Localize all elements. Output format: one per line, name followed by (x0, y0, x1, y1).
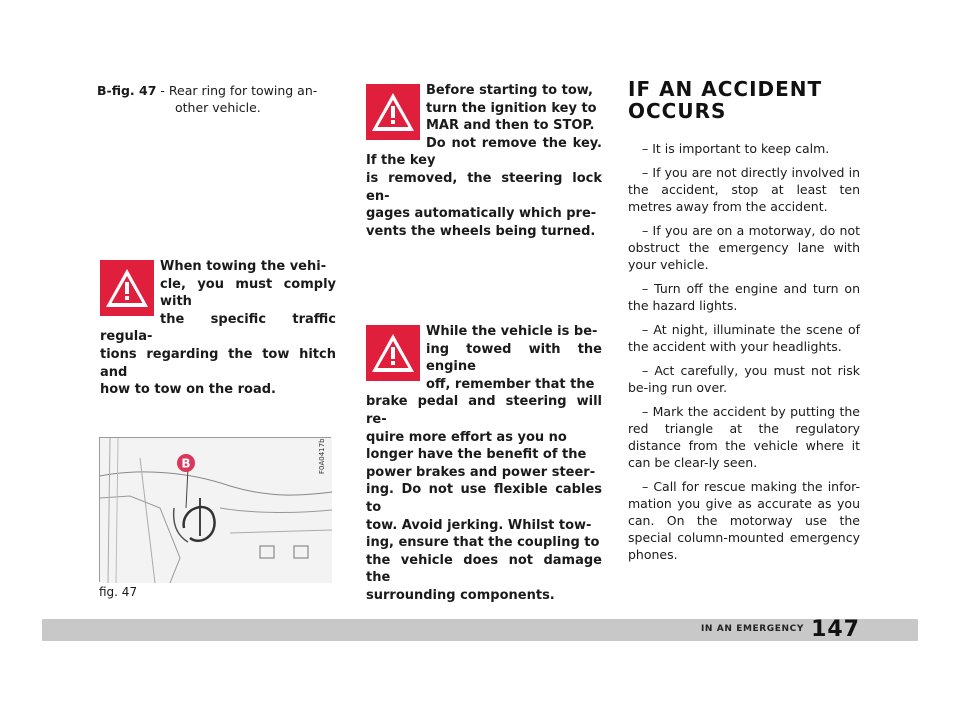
warning-line: quire more effort as you no (366, 429, 567, 445)
figure-caption (97, 82, 337, 116)
body-paragraph: – Call for rescue making the infor-mation you give as accurate as you can. On the motorway use the special column-mounted emergency phones. (628, 479, 860, 562)
warning-line: ing towed with the engine (426, 341, 602, 375)
warning-line: tow. Avoid jerking. Whilst tow- (366, 517, 592, 533)
section-body (628, 140, 860, 570)
caption-text-line1: - Rear ring for towing an- (156, 83, 318, 98)
figure-47-illustration (99, 437, 331, 582)
caption-text-line2: other vehicle. (175, 100, 261, 115)
figure-code (318, 426, 330, 476)
warning-line: Do not remove the key. If the key (366, 135, 602, 169)
body-paragraph: – Mark the accident by putting the red triangle at the regulatory distance from the vehicle where it can be clear-ly seen. (628, 404, 860, 470)
warning-line: surrounding components. (366, 587, 555, 603)
towing-ring-drawing (100, 438, 332, 583)
page-footer (42, 619, 918, 641)
warning-triangle-icon (100, 260, 154, 316)
warning-line: tions regarding the tow hitch and (100, 346, 336, 380)
body-paragraph: – It is important to keep calm. (642, 141, 830, 156)
warning-line: ing. Do not use flexible cables to (366, 482, 602, 515)
warning-line: the vehicle does not damage the (366, 552, 602, 586)
warning-line: vents the wheels being turned. (366, 223, 596, 239)
warning-line: MAR and then to STOP. (426, 118, 595, 134)
figure-callout-b: B (181, 456, 191, 471)
figure-code-text: F0A0417b (318, 438, 326, 474)
body-paragraph: – Turn off the engine and turn on the hazard lights. (628, 281, 860, 313)
warning-line: turn the ignition key to (426, 100, 597, 116)
warning-line: ing, ensure that the coupling to (366, 535, 600, 551)
warning-line: off, remember that the (426, 376, 595, 392)
footer-section-name: IN AN EMERGENCY (700, 624, 804, 634)
body-paragraph: – If you are on a motorway, do not obstruct the emergency lane with your vehicle. (628, 223, 860, 272)
warning-line: the specific traffic regula- (100, 311, 336, 345)
body-paragraph: – Act carefully, you must not risk be-ing run over. (628, 363, 860, 395)
body-paragraph: – If you are not directly involved in the accident, stop at least ten metres away from the accident. (628, 165, 860, 214)
warning-tow-hitch (100, 258, 336, 399)
warning-line: power brakes and power steer- (366, 464, 596, 480)
page-number: 147 (811, 617, 860, 642)
section-heading-line2: OCCURS (628, 99, 727, 123)
caption-label: B-fig. 47 (97, 83, 157, 98)
body-paragraph: – At night, illuminate the scene of the accident with your headlights. (628, 322, 860, 354)
warning-line: When towing the vehi- (160, 259, 327, 274)
warning-line: gages automatically which pre- (366, 206, 597, 222)
warning-triangle-icon (366, 325, 420, 381)
section-heading-line1: IF AN ACCIDENT (628, 77, 823, 101)
warning-line: how to tow on the road. (100, 382, 276, 398)
warning-engine-off (366, 323, 602, 605)
warning-ignition (366, 82, 602, 240)
figure-label: fig. 47 (99, 585, 138, 599)
warning-line: longer have the benefit of the (366, 447, 587, 463)
section-heading (628, 78, 868, 122)
warning-line: While the vehicle is be- (426, 324, 598, 339)
warning-line: is removed, the steering lock en- (366, 170, 602, 204)
warning-line: brake pedal and steering will re- (366, 394, 602, 427)
warning-line: cle, you must comply with (160, 276, 336, 310)
warning-line: Before starting to tow, (426, 83, 593, 98)
warning-triangle-icon (366, 84, 420, 140)
